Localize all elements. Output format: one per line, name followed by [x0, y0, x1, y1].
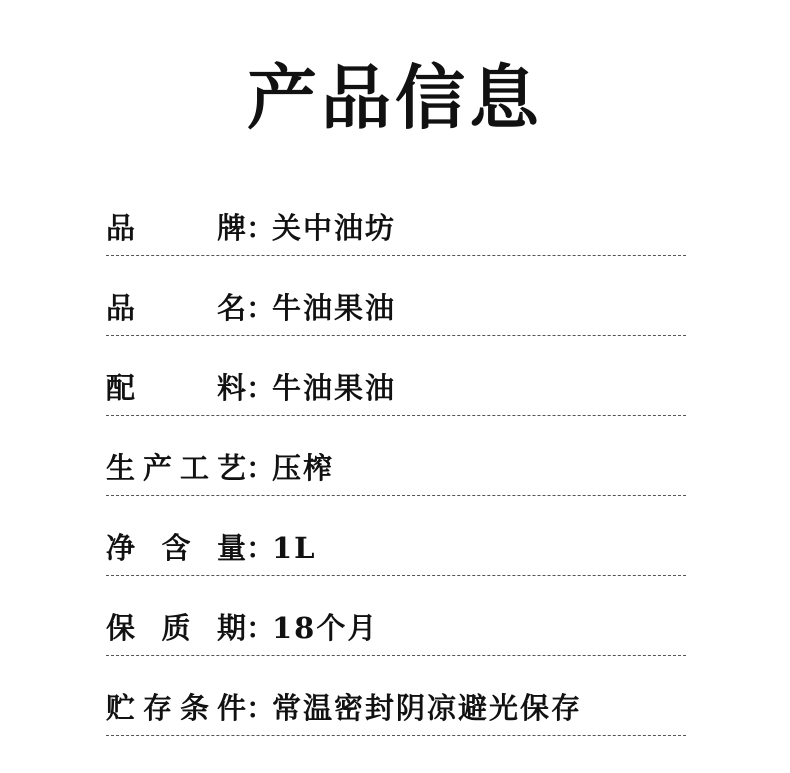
label-char: 存 — [142, 691, 172, 725]
label-char: 品 — [106, 211, 136, 245]
row-label — [106, 288, 246, 328]
label-char: 期 — [216, 611, 246, 645]
row-label — [106, 688, 246, 728]
label-char: 含 — [161, 531, 191, 565]
label-char: 品 — [106, 291, 136, 325]
row-value: 牛油果油 — [272, 371, 397, 405]
info-row-net-content — [106, 496, 686, 576]
row-value: 1L — [272, 531, 317, 565]
dashed-divider — [106, 735, 686, 736]
info-row-process — [106, 416, 686, 496]
row-label — [106, 208, 246, 248]
row-label — [106, 528, 246, 568]
label-char: 艺 — [216, 451, 246, 485]
row-value: 牛油果油 — [272, 291, 397, 325]
label-separator: ： — [246, 451, 276, 485]
product-info-list — [106, 176, 686, 736]
label-separator: ： — [246, 531, 276, 565]
info-row-storage — [106, 656, 686, 736]
label-char: 产 — [142, 451, 172, 485]
row-label — [106, 368, 246, 408]
label-separator: ： — [246, 691, 276, 725]
info-row-ingredients — [106, 336, 686, 416]
page-title: 产品信息 — [247, 56, 543, 139]
label-char: 牌 — [216, 211, 246, 245]
row-value: 关中油坊 — [272, 211, 397, 245]
label-char: 配 — [106, 371, 136, 405]
row-value: 常温密封阴凉避光保存 — [272, 691, 583, 725]
label-char: 料 — [216, 371, 246, 405]
label-char: 件 — [216, 691, 246, 725]
label-char: 工 — [179, 451, 209, 485]
row-value: 压榨 — [272, 451, 335, 485]
label-char: 生 — [106, 451, 136, 485]
label-separator: ： — [246, 611, 276, 645]
info-row-brand — [106, 176, 686, 256]
label-char: 净 — [106, 531, 136, 565]
label-char: 保 — [106, 611, 136, 645]
info-row-product-name — [106, 256, 686, 336]
info-row-shelf-life — [106, 576, 686, 656]
row-label — [106, 448, 246, 488]
row-value: 18个月 — [272, 611, 379, 645]
label-char: 贮 — [106, 691, 136, 725]
row-label — [106, 608, 246, 648]
label-separator: ： — [246, 291, 276, 325]
label-char: 量 — [216, 531, 246, 565]
label-char: 质 — [161, 611, 191, 645]
label-char: 名 — [216, 291, 246, 325]
label-separator: ： — [246, 211, 276, 245]
label-char: 条 — [179, 691, 209, 725]
label-separator: ： — [246, 371, 276, 405]
